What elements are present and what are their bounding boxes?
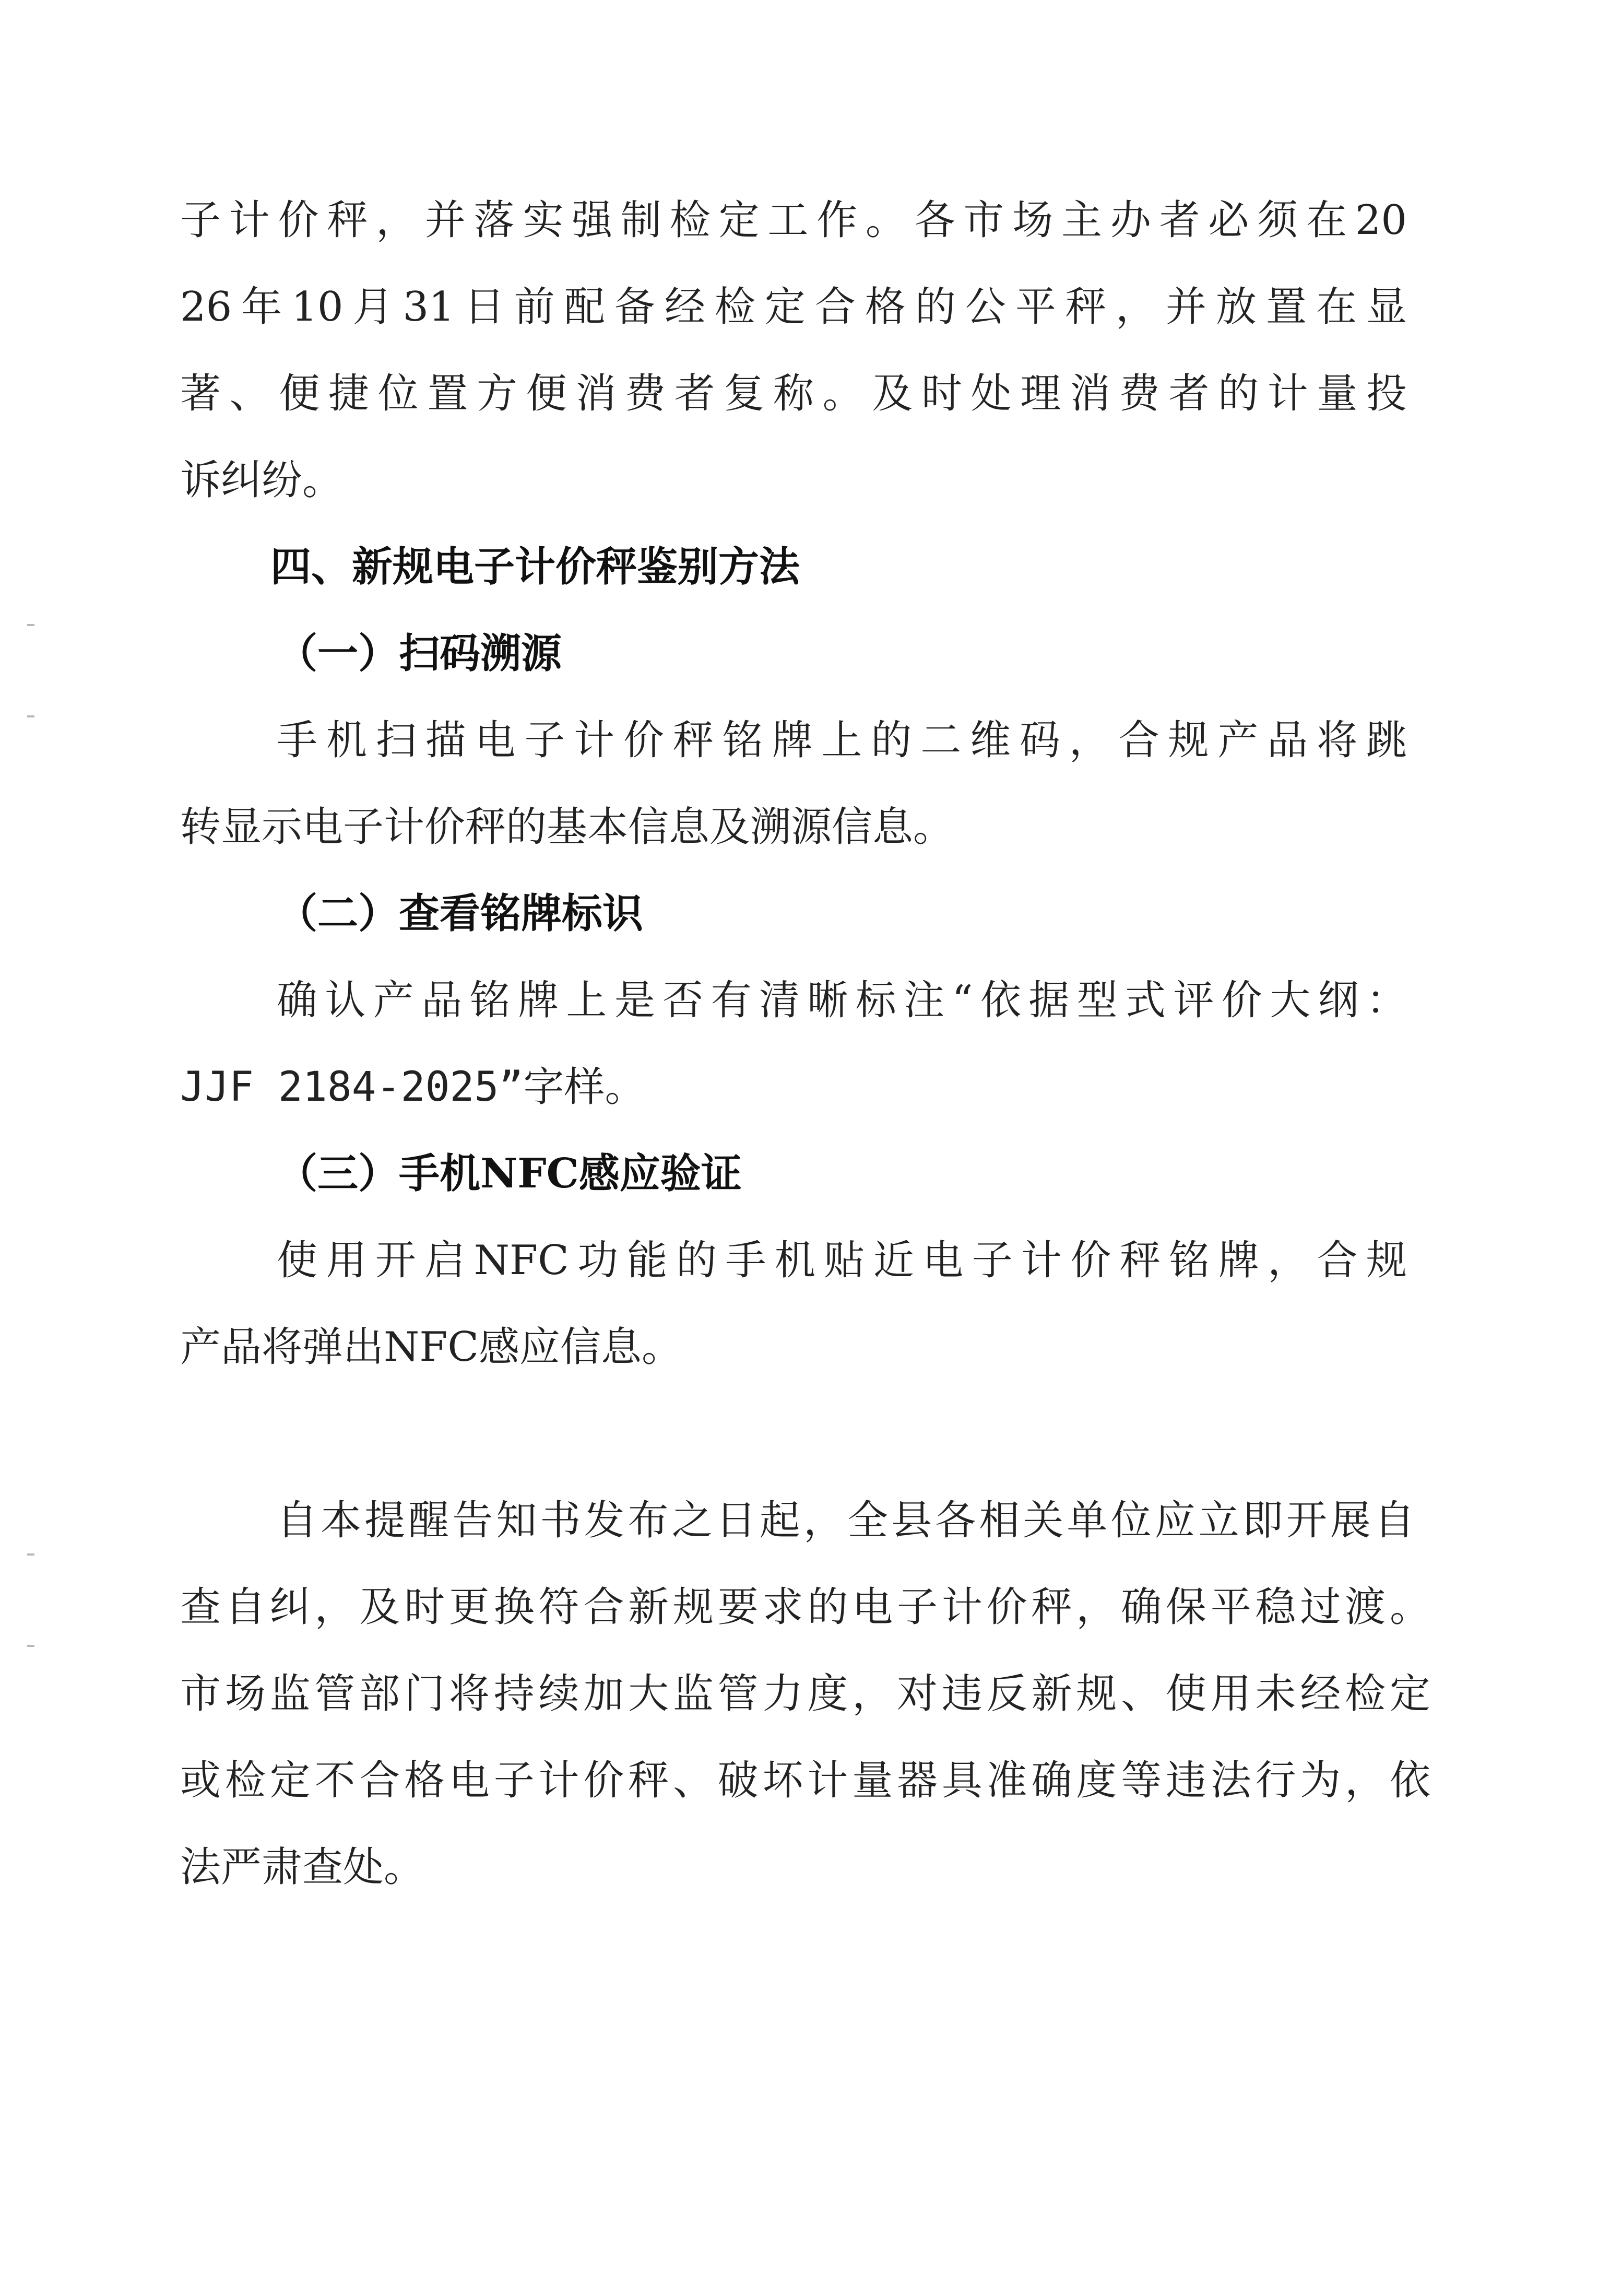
- paragraph-line: 26年10月31日前配备经检定合格的公平秤，并放置在显: [180, 284, 1407, 331]
- paragraph-line: 自本提醒告知书发布之日起，全县各相关单位应立即开展自: [277, 1497, 1415, 1544]
- scan-mark: [27, 624, 34, 626]
- scan-mark: [27, 715, 34, 717]
- paragraph-line: 查自纠，及时更换符合新规要求的电子计价秤，确保平稳过渡。: [180, 1584, 1430, 1631]
- subsection-heading: （三）手机NFC感应验证: [277, 1150, 742, 1197]
- paragraph-line: 诉纠纷。: [180, 457, 344, 504]
- paragraph-line: 确认产品铭牌上是否有清晰标注“依据型式评价大纲：: [277, 977, 1407, 1024]
- subsection-heading: （一）扫码溯源: [277, 630, 562, 677]
- section-heading: 四、新规电子计价秤鉴别方法: [270, 544, 800, 591]
- paragraph-line: 转显示电子计价秤的基本信息及溯源信息。: [180, 804, 954, 851]
- paragraph-line: 著、便捷位置方便消费者复称。及时处理消费者的计量投: [180, 370, 1407, 417]
- paragraph-line: 产品将弹出NFC感应信息。: [180, 1324, 683, 1371]
- subsection-heading: （二）查看铭牌标识: [277, 890, 644, 937]
- scan-mark: [27, 1553, 34, 1556]
- paragraph-line: JJF 2184-2025”字样。: [180, 1064, 646, 1111]
- paragraph-line: 或检定不合格电子计价秤、破坏计量器具准确度等违法行为，依: [180, 1757, 1430, 1804]
- scan-mark: [27, 1645, 34, 1647]
- paragraph-line: 市场监管部门将持续加大监管力度，对违反新规、使用未经检定: [180, 1670, 1430, 1717]
- paragraph-line: 使用开启NFC功能的手机贴近电子计价秤铭牌，合规: [277, 1237, 1407, 1284]
- paragraph-line: 子计价秤，并落实强制检定工作。各市场主办者必须在20: [180, 197, 1407, 244]
- paragraph-line: 手机扫描电子计价秤铭牌上的二维码，合规产品将跳: [277, 717, 1407, 764]
- paragraph-line: 法严肃查处。: [180, 1844, 425, 1891]
